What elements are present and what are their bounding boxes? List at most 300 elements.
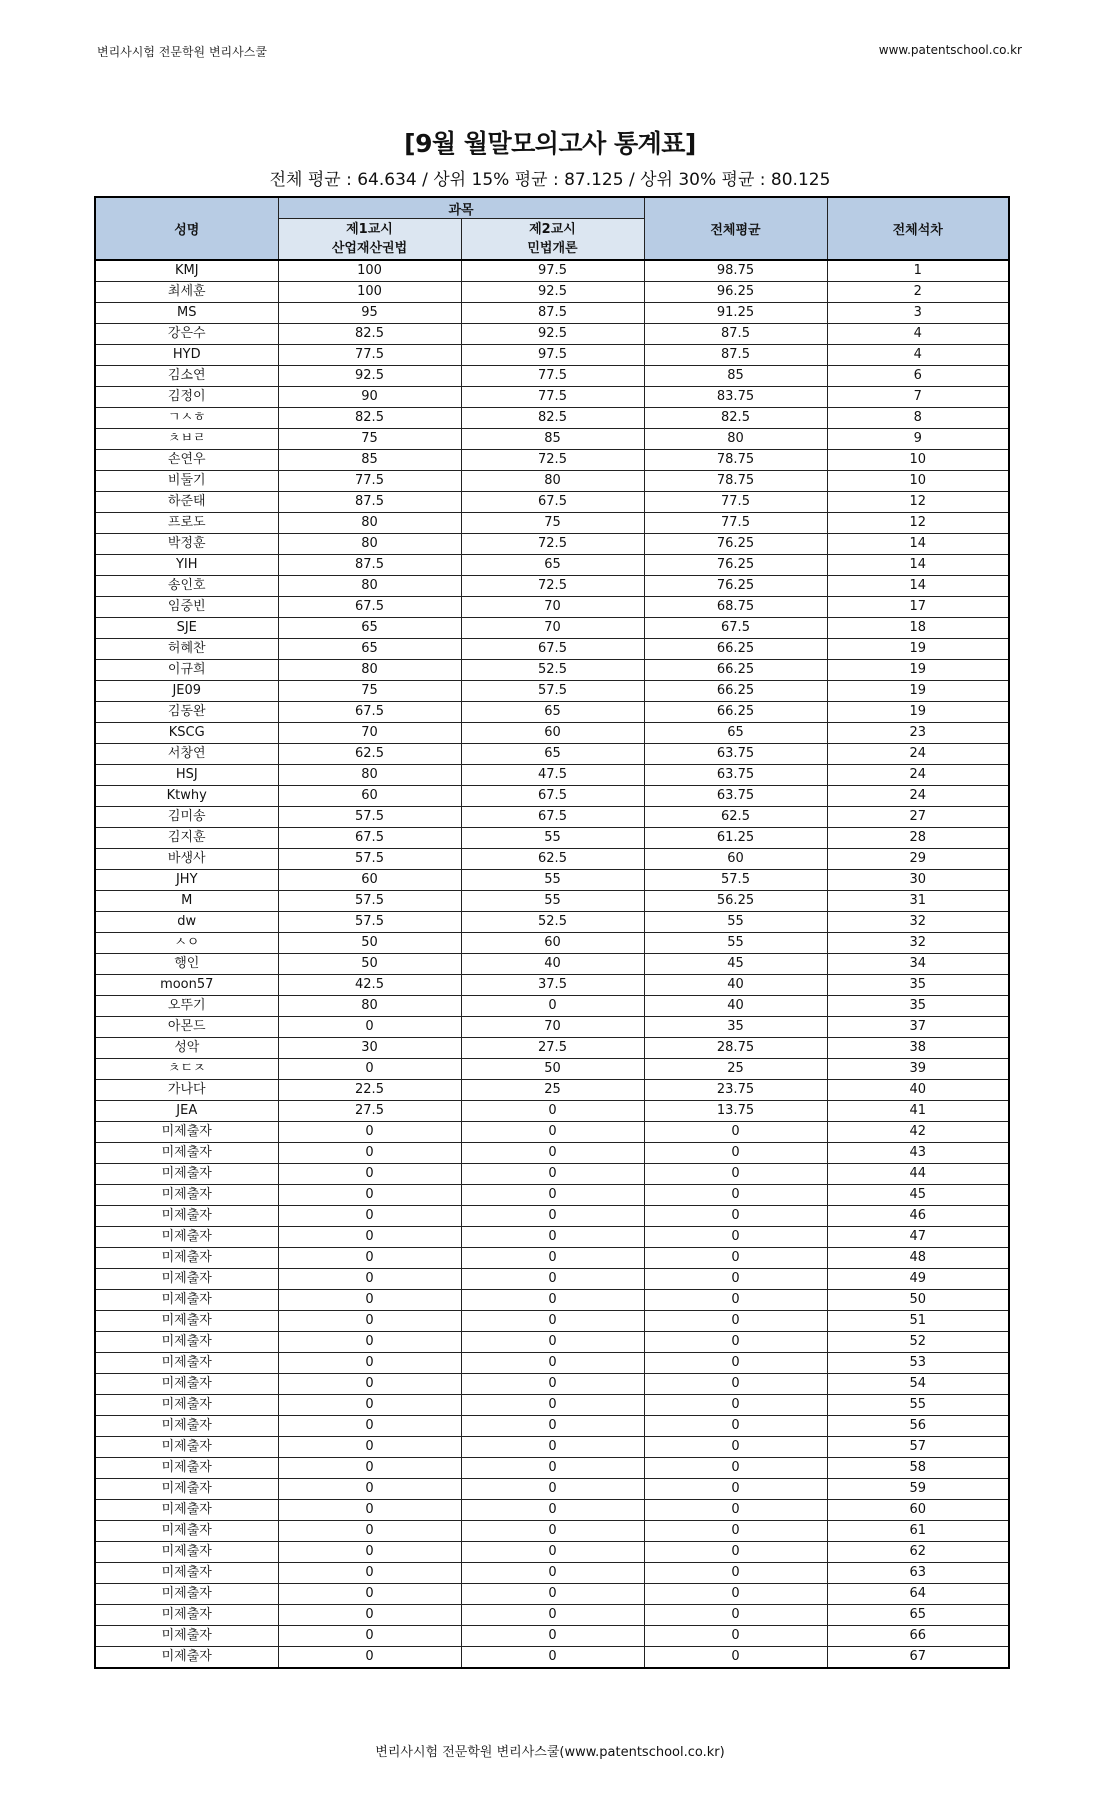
cell-name: M [95, 891, 278, 912]
cell-period1-score: 42.5 [278, 975, 461, 996]
cell-overall-average: 0 [644, 1227, 827, 1248]
cell-name: 가나다 [95, 1080, 278, 1101]
cell-overall-rank: 12 [827, 492, 1009, 513]
cell-overall-rank: 67 [827, 1647, 1009, 1669]
cell-overall-rank: 32 [827, 912, 1009, 933]
cell-period1-score: 0 [278, 1605, 461, 1626]
cell-period2-score: 50 [461, 1059, 644, 1080]
cell-name: 미제출자 [95, 1164, 278, 1185]
cell-period2-score: 92.5 [461, 282, 644, 303]
cell-name: 미제출자 [95, 1584, 278, 1605]
cell-overall-average: 0 [644, 1269, 827, 1290]
table-row [95, 1563, 1009, 1584]
cell-period1-score: 0 [278, 1227, 461, 1248]
cell-overall-rank: 7 [827, 387, 1009, 408]
cell-name: JEA [95, 1101, 278, 1122]
cell-overall-average: 66.25 [644, 681, 827, 702]
cell-period1-score: 0 [278, 1248, 461, 1269]
cell-overall-rank: 38 [827, 1038, 1009, 1059]
cell-period2-score: 0 [461, 1563, 644, 1584]
cell-overall-rank: 40 [827, 1080, 1009, 1101]
cell-period1-score: 0 [278, 1353, 461, 1374]
column-header-name: 성명 [95, 197, 278, 260]
cell-period2-score: 0 [461, 1332, 644, 1353]
cell-period2-score: 67.5 [461, 807, 644, 828]
cell-name: 미제출자 [95, 1605, 278, 1626]
cell-period1-score: 85 [278, 450, 461, 471]
period1-subject: 산업재산권법 [331, 241, 408, 256]
cell-period2-score: 0 [461, 1437, 644, 1458]
cell-period1-score: 0 [278, 1143, 461, 1164]
cell-name: 오뚜기 [95, 996, 278, 1017]
cell-period2-score: 37.5 [461, 975, 644, 996]
cell-overall-average: 57.5 [644, 870, 827, 891]
cell-overall-rank: 32 [827, 933, 1009, 954]
cell-overall-average: 78.75 [644, 471, 827, 492]
table-header-row [95, 197, 1009, 219]
cell-period1-score: 0 [278, 1416, 461, 1437]
cell-name: 송인호 [95, 576, 278, 597]
cell-overall-average: 77.5 [644, 492, 827, 513]
cell-overall-average: 66.25 [644, 639, 827, 660]
cell-overall-average: 55 [644, 933, 827, 954]
table-row [95, 1164, 1009, 1185]
cell-period2-score: 0 [461, 1416, 644, 1437]
table-row [95, 744, 1009, 765]
table-row [95, 618, 1009, 639]
cell-overall-rank: 6 [827, 366, 1009, 387]
cell-period2-score: 0 [461, 1395, 644, 1416]
cell-name: MS [95, 303, 278, 324]
cell-name: 미제출자 [95, 1626, 278, 1647]
cell-overall-rank: 31 [827, 891, 1009, 912]
cell-name: 이규희 [95, 660, 278, 681]
cell-period1-score: 0 [278, 1059, 461, 1080]
summary-averages: 전체 평균 : 64.634 / 상위 15% 평균 : 87.125 / 상위 30% 평균 : 80.125 [269, 170, 831, 190]
cell-name: 미제출자 [95, 1248, 278, 1269]
cell-overall-average: 40 [644, 975, 827, 996]
cell-period1-score: 0 [278, 1395, 461, 1416]
cell-period2-score: 0 [461, 1185, 644, 1206]
cell-period2-score: 0 [461, 1269, 644, 1290]
cell-overall-average: 67.5 [644, 618, 827, 639]
cell-period1-score: 0 [278, 1647, 461, 1669]
cell-period1-score: 87.5 [278, 555, 461, 576]
cell-period2-score: 97.5 [461, 345, 644, 366]
cell-period1-score: 0 [278, 1332, 461, 1353]
cell-period1-score: 60 [278, 786, 461, 807]
cell-name: 미제출자 [95, 1647, 278, 1669]
cell-period2-score: 55 [461, 870, 644, 891]
cell-period2-score: 0 [461, 1122, 644, 1143]
cell-overall-rank: 19 [827, 639, 1009, 660]
table-row [95, 891, 1009, 912]
cell-period1-score: 0 [278, 1017, 461, 1038]
cell-period1-score: 0 [278, 1626, 461, 1647]
cell-overall-average: 0 [644, 1353, 827, 1374]
column-header-overall-rank: 전체석차 [827, 197, 1009, 260]
cell-overall-average: 82.5 [644, 408, 827, 429]
cell-overall-rank: 48 [827, 1248, 1009, 1269]
cell-name: 미제출자 [95, 1290, 278, 1311]
table-row [95, 366, 1009, 387]
cell-period1-score: 67.5 [278, 828, 461, 849]
cell-overall-average: 66.25 [644, 702, 827, 723]
cell-name: JE09 [95, 681, 278, 702]
cell-overall-rank: 10 [827, 471, 1009, 492]
cell-overall-average: 87.5 [644, 324, 827, 345]
cell-period1-score: 57.5 [278, 912, 461, 933]
cell-period1-score: 0 [278, 1164, 461, 1185]
table-row [95, 1101, 1009, 1122]
cell-period2-score: 0 [461, 1374, 644, 1395]
cell-name: 바생사 [95, 849, 278, 870]
cell-overall-average: 0 [644, 1290, 827, 1311]
cell-name: JHY [95, 870, 278, 891]
cell-overall-average: 55 [644, 912, 827, 933]
table-row [95, 1416, 1009, 1437]
cell-overall-average: 0 [644, 1143, 827, 1164]
footer-text: 변리사시험 전문학원 변리사스쿨(www.patentschool.co.kr) [375, 1745, 725, 1760]
cell-overall-rank: 53 [827, 1353, 1009, 1374]
cell-overall-rank: 43 [827, 1143, 1009, 1164]
cell-period2-score: 72.5 [461, 450, 644, 471]
table-row [95, 954, 1009, 975]
table-row [95, 639, 1009, 660]
cell-name: 행인 [95, 954, 278, 975]
cell-overall-rank: 39 [827, 1059, 1009, 1080]
cell-overall-average: 23.75 [644, 1080, 827, 1101]
cell-period1-score: 100 [278, 260, 461, 282]
cell-overall-average: 0 [644, 1479, 827, 1500]
cell-period2-score: 60 [461, 723, 644, 744]
cell-overall-rank: 46 [827, 1206, 1009, 1227]
cell-period1-score: 0 [278, 1521, 461, 1542]
cell-period2-score: 65 [461, 555, 644, 576]
cell-period1-score: 82.5 [278, 408, 461, 429]
cell-overall-average: 0 [644, 1563, 827, 1584]
cell-overall-rank: 62 [827, 1542, 1009, 1563]
cell-period2-score: 0 [461, 1248, 644, 1269]
cell-name: ㅊㄷㅈ [95, 1059, 278, 1080]
cell-overall-average: 0 [644, 1500, 827, 1521]
cell-period1-score: 67.5 [278, 702, 461, 723]
table-row [95, 1269, 1009, 1290]
cell-period2-score: 0 [461, 1626, 644, 1647]
table-row [95, 1353, 1009, 1374]
cell-period1-score: 100 [278, 282, 461, 303]
cell-period1-score: 0 [278, 1290, 461, 1311]
cell-period2-score: 0 [461, 1206, 644, 1227]
table-row [95, 282, 1009, 303]
cell-period1-score: 92.5 [278, 366, 461, 387]
cell-name: 박정훈 [95, 534, 278, 555]
table-row [95, 660, 1009, 681]
cell-period1-score: 70 [278, 723, 461, 744]
cell-overall-average: 78.75 [644, 450, 827, 471]
cell-period1-score: 77.5 [278, 471, 461, 492]
cell-overall-average: 63.75 [644, 744, 827, 765]
column-header-period2 [461, 219, 644, 261]
table-row [95, 765, 1009, 786]
cell-overall-rank: 55 [827, 1395, 1009, 1416]
cell-period1-score: 0 [278, 1185, 461, 1206]
cell-period1-score: 27.5 [278, 1101, 461, 1122]
cell-overall-average: 61.25 [644, 828, 827, 849]
table-row [95, 1500, 1009, 1521]
header-academy-name: 변리사시험 전문학원 변리사스쿨 [97, 45, 267, 59]
cell-overall-average: 63.75 [644, 786, 827, 807]
cell-overall-rank: 54 [827, 1374, 1009, 1395]
table-row [95, 996, 1009, 1017]
cell-name: 임중빈 [95, 597, 278, 618]
cell-overall-average: 56.25 [644, 891, 827, 912]
cell-overall-rank: 29 [827, 849, 1009, 870]
table-row [95, 1437, 1009, 1458]
cell-overall-average: 68.75 [644, 597, 827, 618]
cell-period2-score: 62.5 [461, 849, 644, 870]
cell-period2-score: 0 [461, 1311, 644, 1332]
cell-name: 미제출자 [95, 1122, 278, 1143]
cell-name: 김소연 [95, 366, 278, 387]
cell-overall-rank: 61 [827, 1521, 1009, 1542]
cell-overall-rank: 1 [827, 260, 1009, 282]
cell-overall-average: 65 [644, 723, 827, 744]
cell-overall-rank: 66 [827, 1626, 1009, 1647]
column-header-period1 [278, 219, 461, 261]
table-row [95, 1248, 1009, 1269]
cell-period2-score: 70 [461, 1017, 644, 1038]
cell-name: 미제출자 [95, 1311, 278, 1332]
cell-overall-average: 0 [644, 1416, 827, 1437]
table-row [95, 260, 1009, 282]
table-row [95, 1311, 1009, 1332]
cell-overall-rank: 17 [827, 597, 1009, 618]
cell-period2-score: 0 [461, 1521, 644, 1542]
cell-name: 미제출자 [95, 1332, 278, 1353]
cell-period2-score: 87.5 [461, 303, 644, 324]
table-row [95, 1479, 1009, 1500]
cell-overall-average: 0 [644, 1458, 827, 1479]
cell-name: 프로도 [95, 513, 278, 534]
cell-period2-score: 55 [461, 828, 644, 849]
cell-overall-rank: 65 [827, 1605, 1009, 1626]
table-row [95, 471, 1009, 492]
cell-overall-rank: 44 [827, 1164, 1009, 1185]
cell-name: 미제출자 [95, 1227, 278, 1248]
table-row [95, 1332, 1009, 1353]
cell-overall-average: 0 [644, 1206, 827, 1227]
table-row [95, 975, 1009, 996]
cell-overall-rank: 19 [827, 702, 1009, 723]
table-row [95, 849, 1009, 870]
cell-period2-score: 60 [461, 933, 644, 954]
cell-overall-rank: 51 [827, 1311, 1009, 1332]
cell-name: YIH [95, 555, 278, 576]
cell-period1-score: 80 [278, 513, 461, 534]
cell-name: 김정이 [95, 387, 278, 408]
table-row [95, 597, 1009, 618]
cell-period1-score: 30 [278, 1038, 461, 1059]
cell-overall-average: 0 [644, 1164, 827, 1185]
cell-period1-score: 80 [278, 996, 461, 1017]
cell-name: 성악 [95, 1038, 278, 1059]
cell-overall-average: 96.25 [644, 282, 827, 303]
cell-period1-score: 0 [278, 1479, 461, 1500]
cell-overall-average: 0 [644, 1521, 827, 1542]
cell-overall-rank: 35 [827, 975, 1009, 996]
cell-overall-rank: 18 [827, 618, 1009, 639]
table-row [95, 912, 1009, 933]
cell-period1-score: 90 [278, 387, 461, 408]
cell-overall-rank: 28 [827, 828, 1009, 849]
cell-overall-rank: 52 [827, 1332, 1009, 1353]
cell-period1-score: 95 [278, 303, 461, 324]
cell-period2-score: 0 [461, 1500, 644, 1521]
cell-period2-score: 55 [461, 891, 644, 912]
table-row [95, 702, 1009, 723]
cell-overall-average: 76.25 [644, 576, 827, 597]
cell-period1-score: 82.5 [278, 324, 461, 345]
cell-name: ㅅㅇ [95, 933, 278, 954]
table-row [95, 534, 1009, 555]
cell-overall-average: 0 [644, 1185, 827, 1206]
table-row [95, 1143, 1009, 1164]
cell-period2-score: 97.5 [461, 260, 644, 282]
cell-name: 미제출자 [95, 1542, 278, 1563]
cell-overall-rank: 64 [827, 1584, 1009, 1605]
cell-overall-rank: 42 [827, 1122, 1009, 1143]
cell-overall-rank: 27 [827, 807, 1009, 828]
cell-period2-score: 0 [461, 1479, 644, 1500]
cell-period2-score: 40 [461, 954, 644, 975]
cell-period1-score: 87.5 [278, 492, 461, 513]
cell-name: 서창연 [95, 744, 278, 765]
cell-overall-rank: 24 [827, 765, 1009, 786]
cell-period2-score: 0 [461, 1584, 644, 1605]
table-row [95, 681, 1009, 702]
cell-overall-average: 77.5 [644, 513, 827, 534]
cell-period2-score: 82.5 [461, 408, 644, 429]
cell-overall-average: 76.25 [644, 555, 827, 576]
cell-name: dw [95, 912, 278, 933]
cell-period1-score: 75 [278, 681, 461, 702]
cell-name: 김미송 [95, 807, 278, 828]
cell-name: 강은수 [95, 324, 278, 345]
cell-name: 미제출자 [95, 1353, 278, 1374]
table-row [95, 408, 1009, 429]
cell-overall-rank: 59 [827, 1479, 1009, 1500]
cell-period2-score: 25 [461, 1080, 644, 1101]
table-row [95, 1395, 1009, 1416]
period1-label: 제1교시 [346, 222, 393, 237]
cell-name: 미제출자 [95, 1563, 278, 1584]
cell-overall-rank: 4 [827, 324, 1009, 345]
cell-overall-average: 0 [644, 1584, 827, 1605]
cell-period1-score: 50 [278, 933, 461, 954]
cell-period1-score: 57.5 [278, 807, 461, 828]
cell-name: 미제출자 [95, 1185, 278, 1206]
cell-name: 비둘기 [95, 471, 278, 492]
cell-overall-average: 87.5 [644, 345, 827, 366]
cell-period2-score: 0 [461, 1458, 644, 1479]
cell-overall-average: 83.75 [644, 387, 827, 408]
cell-overall-average: 98.75 [644, 260, 827, 282]
cell-period2-score: 27.5 [461, 1038, 644, 1059]
table-row [95, 1458, 1009, 1479]
cell-overall-rank: 14 [827, 576, 1009, 597]
cell-period2-score: 92.5 [461, 324, 644, 345]
cell-period2-score: 77.5 [461, 366, 644, 387]
cell-overall-average: 25 [644, 1059, 827, 1080]
cell-overall-average: 0 [644, 1437, 827, 1458]
cell-overall-average: 91.25 [644, 303, 827, 324]
cell-period1-score: 57.5 [278, 891, 461, 912]
cell-overall-rank: 14 [827, 534, 1009, 555]
cell-period1-score: 80 [278, 660, 461, 681]
cell-name: 미제출자 [95, 1458, 278, 1479]
cell-name: 김지훈 [95, 828, 278, 849]
table-row [95, 786, 1009, 807]
cell-name: HYD [95, 345, 278, 366]
table-row [95, 555, 1009, 576]
cell-period2-score: 0 [461, 1164, 644, 1185]
cell-overall-rank: 30 [827, 870, 1009, 891]
cell-overall-rank: 49 [827, 1269, 1009, 1290]
cell-overall-average: 0 [644, 1395, 827, 1416]
cell-period1-score: 80 [278, 765, 461, 786]
table-row [95, 1227, 1009, 1248]
cell-overall-rank: 50 [827, 1290, 1009, 1311]
cell-name: 미제출자 [95, 1479, 278, 1500]
table-row [95, 1206, 1009, 1227]
cell-name: HSJ [95, 765, 278, 786]
cell-period2-score: 57.5 [461, 681, 644, 702]
cell-overall-average: 0 [644, 1248, 827, 1269]
cell-overall-average: 0 [644, 1542, 827, 1563]
cell-name: 아몬드 [95, 1017, 278, 1038]
cell-overall-rank: 45 [827, 1185, 1009, 1206]
table-row [95, 933, 1009, 954]
column-header-subjects: 과목 [278, 197, 644, 219]
cell-overall-rank: 35 [827, 996, 1009, 1017]
cell-period2-score: 67.5 [461, 639, 644, 660]
cell-overall-average: 0 [644, 1332, 827, 1353]
cell-overall-average: 0 [644, 1647, 827, 1669]
cell-period1-score: 0 [278, 1374, 461, 1395]
table-row [95, 450, 1009, 471]
cell-overall-average: 13.75 [644, 1101, 827, 1122]
cell-name: 미제출자 [95, 1521, 278, 1542]
cell-period1-score: 0 [278, 1269, 461, 1290]
cell-period2-score: 65 [461, 702, 644, 723]
table-row [95, 429, 1009, 450]
table-row [95, 345, 1009, 366]
table-row [95, 1584, 1009, 1605]
cell-period2-score: 0 [461, 1647, 644, 1669]
cell-overall-rank: 9 [827, 429, 1009, 450]
cell-overall-average: 85 [644, 366, 827, 387]
table-row [95, 1542, 1009, 1563]
cell-overall-average: 62.5 [644, 807, 827, 828]
cell-period2-score: 65 [461, 744, 644, 765]
table-row [95, 1080, 1009, 1101]
cell-name: KSCG [95, 723, 278, 744]
cell-period1-score: 0 [278, 1500, 461, 1521]
table-row [95, 870, 1009, 891]
cell-name: 미제출자 [95, 1143, 278, 1164]
table-row [95, 1647, 1009, 1669]
